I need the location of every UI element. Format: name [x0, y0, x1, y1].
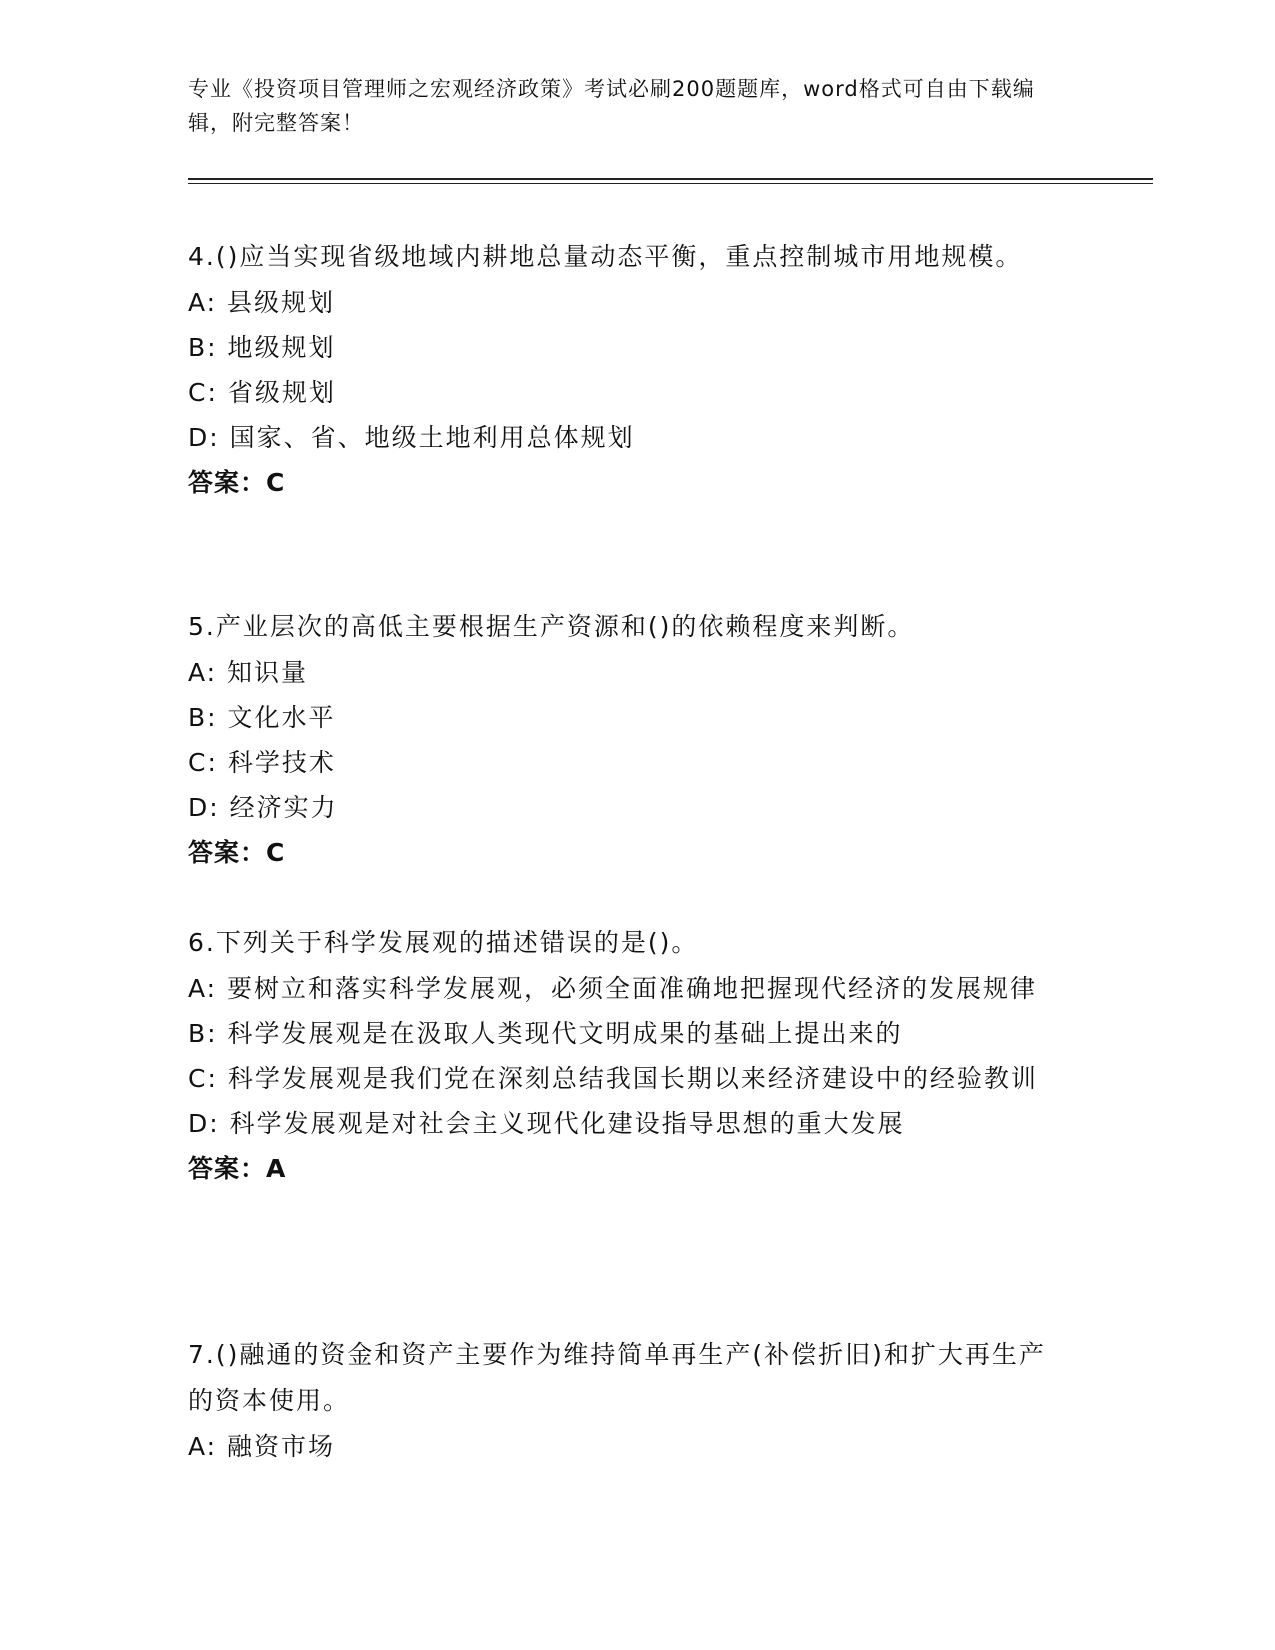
- question-stem: 6.下列关于科学发展观的描述错误的是()。: [188, 928, 699, 957]
- option-d: D: 科学发展观是对社会主义现代化建设指导思想的重大发展: [188, 1109, 905, 1138]
- question-stem: 4.()应当实现省级地域内耕地总量动态平衡，重点控制城市用地规模。: [188, 242, 1023, 271]
- option-a: A: 县级规划: [188, 288, 336, 317]
- document-intro: 专业《投资项目管理师之宏观经济政策》考试必刷200题题库，word格式可自由下载编辑，附完整答案！: [188, 77, 1035, 135]
- option-a: A: 融资市场: [188, 1432, 336, 1461]
- option-d: D: 国家、省、地级土地利用总体规划: [188, 423, 635, 452]
- option-b: B: 科学发展观是在汲取人类现代文明成果的基础上提出来的: [188, 1019, 903, 1048]
- question-4: [188, 234, 1068, 506]
- option-a: A: 知识量: [188, 658, 309, 687]
- answer: 答案：A: [188, 1154, 287, 1183]
- option-c: C: 科学技术: [188, 748, 336, 777]
- answer: 答案：C: [188, 468, 286, 497]
- option-c: C: 科学发展观是我们党在深刻总结我国长期以来经济建设中的经验教训: [188, 1064, 1038, 1093]
- header-divider-thin: [188, 183, 1153, 184]
- answer: 答案：C: [188, 838, 286, 867]
- option-b: B: 文化水平: [188, 703, 336, 732]
- option-c: C: 省级规划: [188, 378, 336, 407]
- option-b: B: 地级规划: [188, 333, 336, 362]
- option-d: D: 经济实力: [188, 793, 338, 822]
- question-stem: 7.()融通的资金和资产主要作为维持简单再生产(补偿折旧)和扩大再生产的资本使用。: [188, 1340, 1046, 1415]
- header-divider: [188, 178, 1153, 180]
- question-7: [188, 1332, 1068, 1469]
- option-a: A: 要树立和落实科学发展观，必须全面准确地把握现代经济的发展规律: [188, 974, 1038, 1003]
- question-stem: 5.产业层次的高低主要根据生产资源和()的依赖程度来判断。: [188, 612, 915, 641]
- question-5: [188, 604, 1068, 876]
- question-6: [188, 920, 1068, 1192]
